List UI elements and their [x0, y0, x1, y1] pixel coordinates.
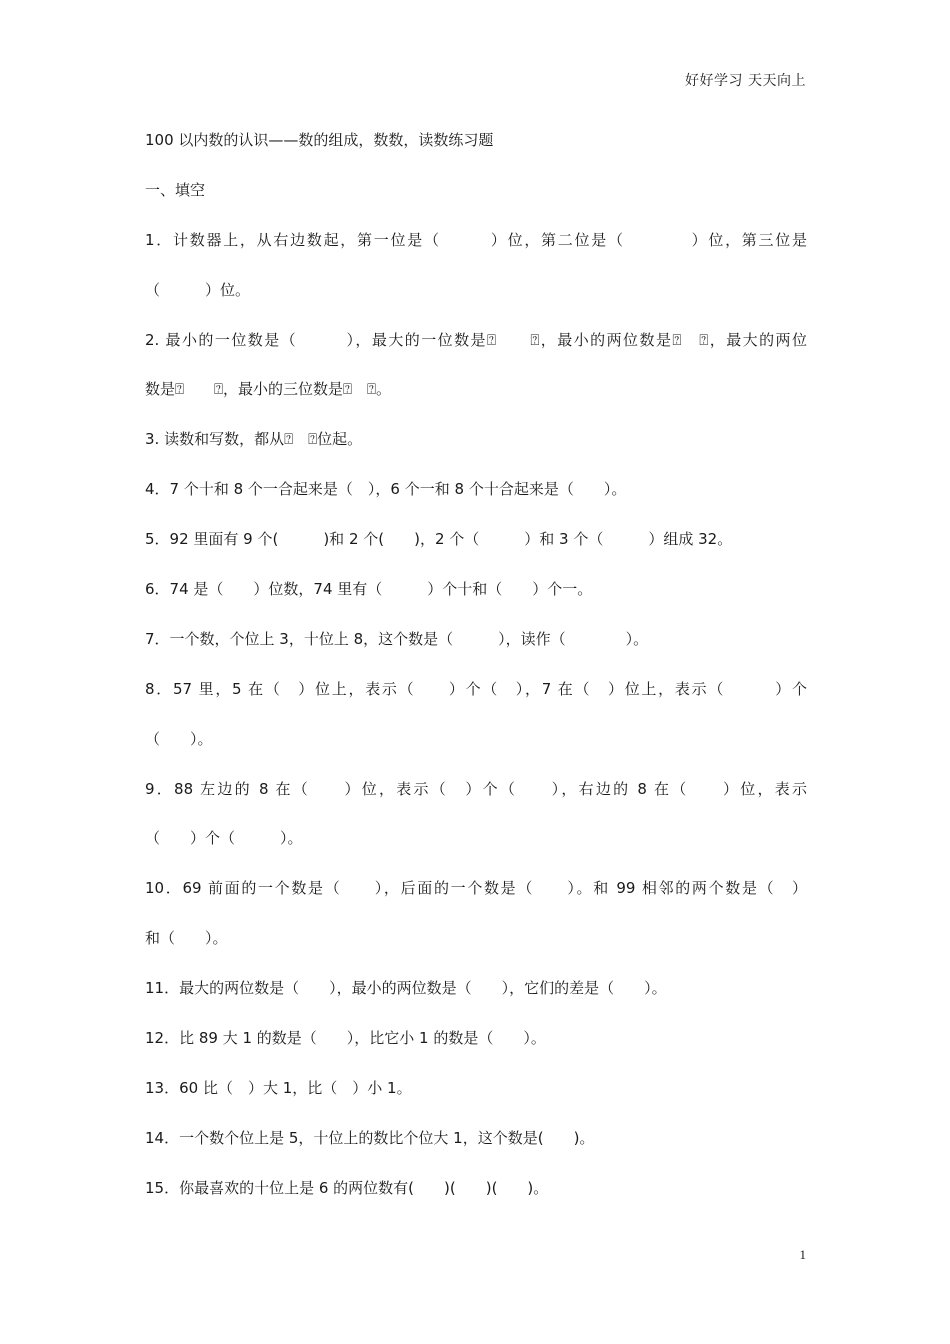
question-line: 15．你最喜欢的十位上是 6 的两位数有( )( )( )。 — [145, 1178, 549, 1197]
section-heading: 一、填空 — [145, 180, 206, 199]
question-line: 1．计数器上，从右边数起，第一位是（ ）位，第二位是（ ）位，第三位是 — [145, 230, 807, 249]
question-line: 2. 最小的一位数是（ ），最大的一位数是⍰ ⍰，最小的两位数是⍰ ⍰，最大的两位 — [145, 330, 807, 349]
question-line: 8．57 里，5 在（ ）位上，表示（ ）个（ ），7 在（ ）位上，表示（ ）个 — [145, 679, 807, 698]
question-line: 4．7 个十和 8 个一合起来是（ ），6 个一和 8 个十合起来是（ ）。 — [145, 480, 627, 499]
document-title: 100 以内数的认识——数的组成，数数，读数练习题 — [145, 131, 494, 149]
document-body — [145, 127, 807, 1225]
question-line: （ ）个（ ）。 — [145, 829, 303, 848]
question-line: 数是⍰ ⍰，最小的三位数是⍰ ⍰。 — [145, 380, 392, 399]
page-header: 好好学习 天天向上 — [685, 73, 806, 89]
question-line: 和（ ）。 — [145, 929, 228, 948]
question-line: 14．一个数个位上是 5，十位上的数比个位大 1，这个数是( )。 — [145, 1128, 595, 1147]
question-line: 6．74 是（ ）位数，74 里有（ ）个十和（ ）个一。 — [145, 580, 593, 599]
question-line: 10．69 前面的一个数是（ ），后面的一个数是（ ）。和 99 相邻的两个数是（ ） — [145, 879, 807, 898]
page-number: 1 — [799, 1247, 806, 1262]
question-line: 5．92 里面有 9 个( )和 2 个( )，2 个（ ）和 3 个（ ）组成 32。 — [145, 530, 733, 549]
question-line: 3. 读数和写数，都从⍰ ⍰位起。 — [145, 430, 363, 449]
question-line: 9．88 左边的 8 在（ ）位，表示（ ）个（ ），右边的 8 在（ ）位，表示 — [145, 779, 807, 798]
question-line: 12．比 89 大 1 的数是（ ），比它小 1 的数是（ ）。 — [145, 1029, 546, 1048]
question-line: （ ）。 — [145, 729, 213, 748]
question-line: 11．最大的两位数是（ ），最小的两位数是（ ），它们的差是（ ）。 — [145, 979, 667, 998]
question-line: 13．60 比（ ）大 1，比（ ）小 1。 — [145, 1078, 412, 1097]
question-line: 7．一个数，个位上 3，十位上 8，这个数是（ ），读作（ ）。 — [145, 629, 649, 648]
question-line: （ ）位。 — [145, 280, 251, 299]
